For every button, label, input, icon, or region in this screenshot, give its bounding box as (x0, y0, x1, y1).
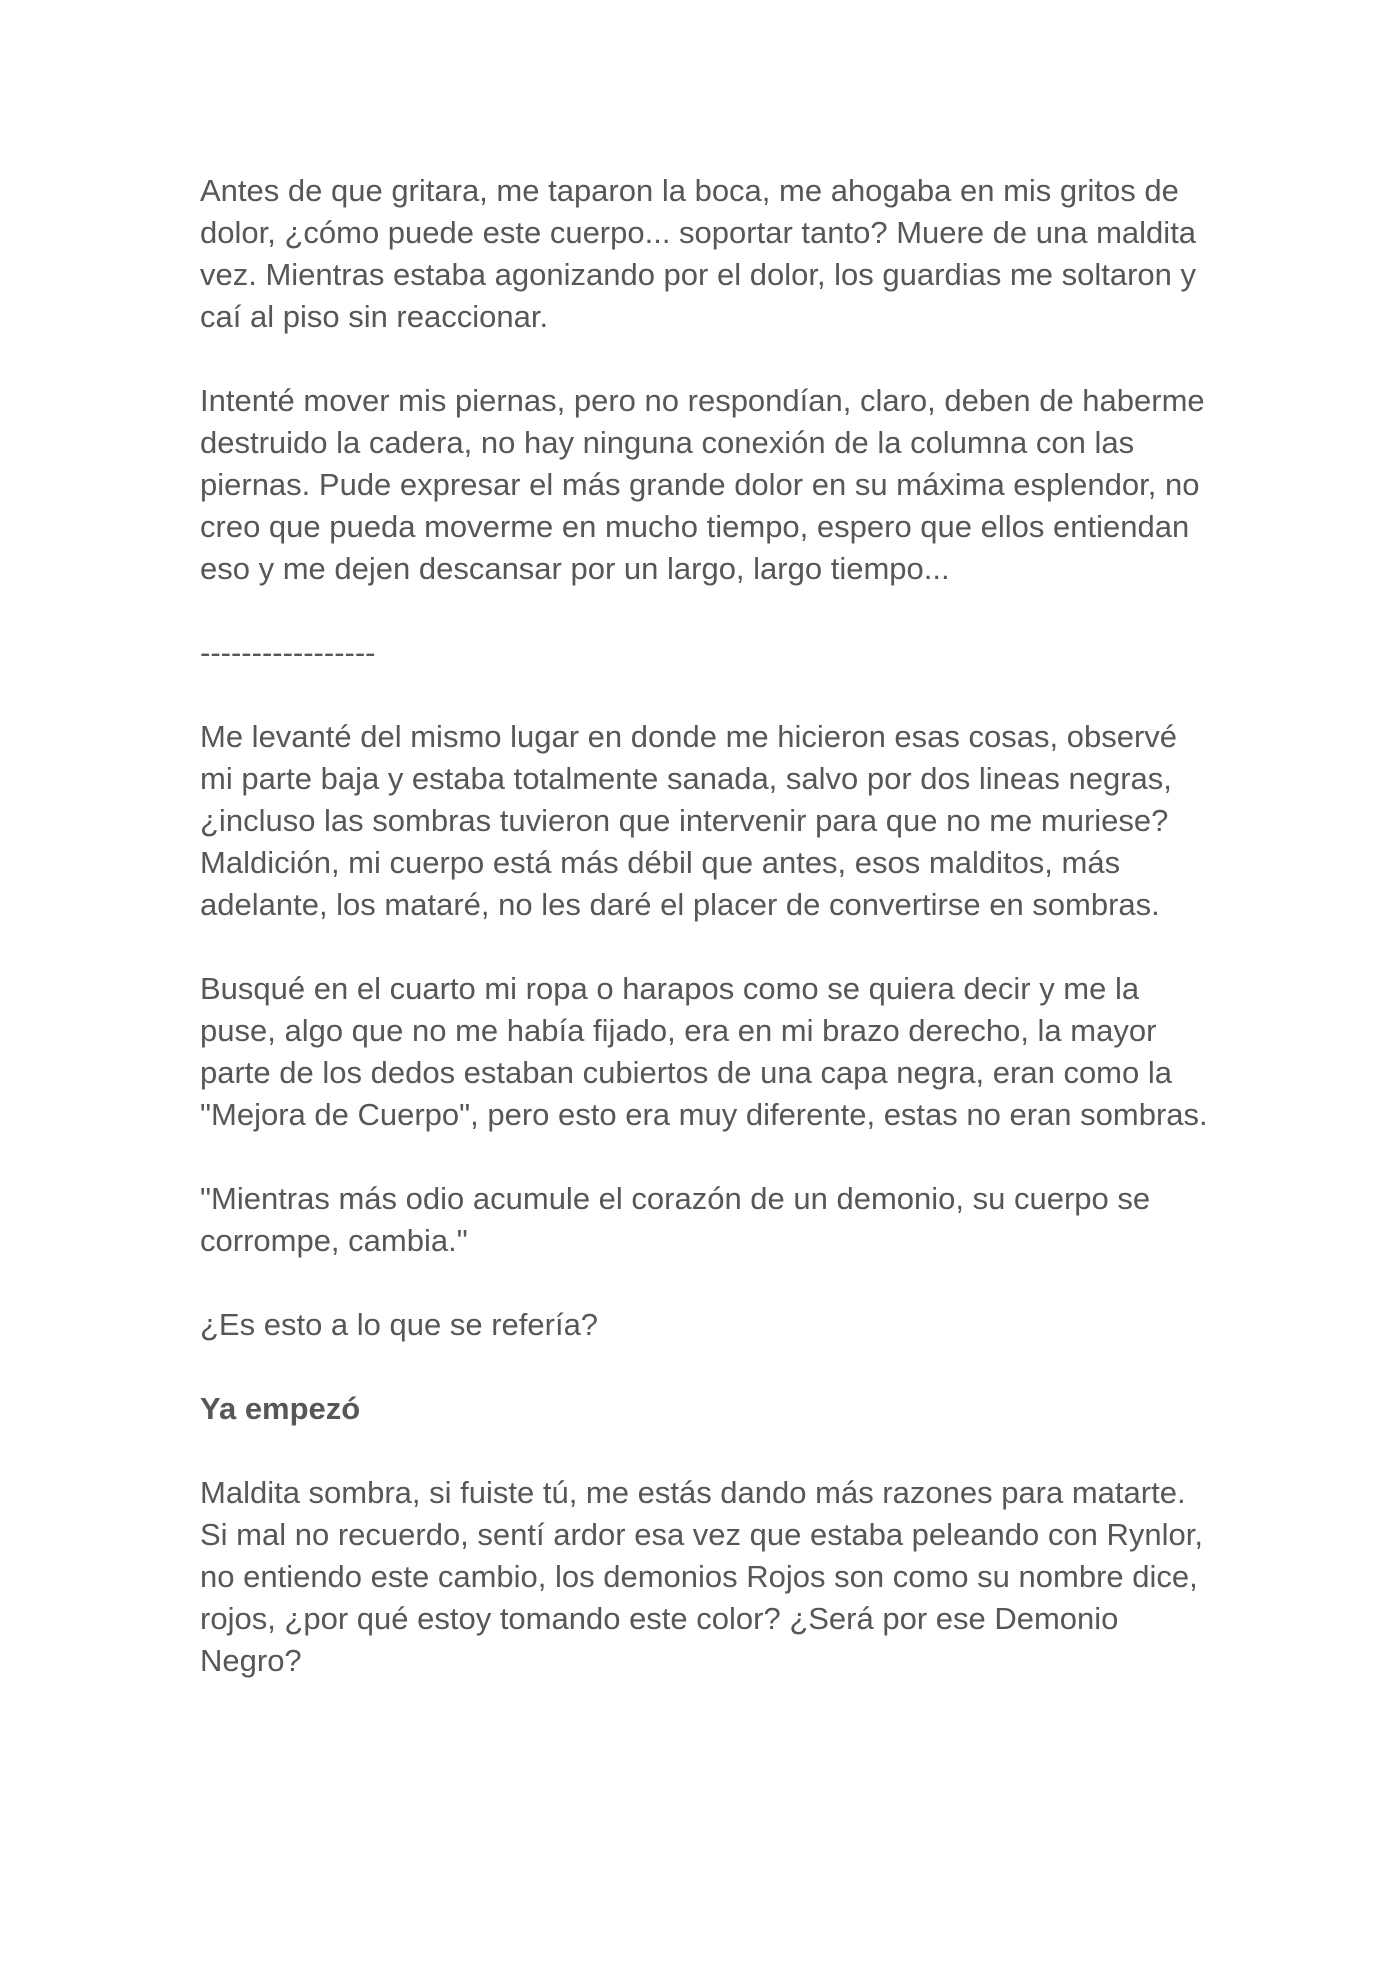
section-divider: ----------------- (200, 635, 376, 670)
bold-interjection: Ya empezó (200, 1391, 361, 1426)
paragraph-5: Maldita sombra, si fuiste tú, me estás dando más razones para matarte. Si mal no recuerdo, sentí ardor esa vez que estaba peleando con Rynlor, no entiendo este cambio, los demonios Rojos son como su nombre dice, rojos, ¿por qué estoy tomando este color? ¿Será por ese Demonio Negro? (200, 1475, 1203, 1678)
paragraph-2: Intenté mover mis piernas, pero no respondían, claro, deben de haberme destruido la cadera, no hay ninguna conexión de la columna con las piernas. Pude expresar el más grande dolor en su máxima esplendor, no creo que pueda moverme en mucho tiempo, espero que ellos entiendan eso y me dejen descansar por un largo, largo tiempo... (200, 383, 1205, 586)
paragraph-4: Busqué en el cuarto mi ropa o harapos como se quiera decir y me la puse, algo que no me había fijado, era en mi brazo derecho, la mayor parte de los dedos estaban cubiertos de una capa negra, eran como la "Mejora de Cuerpo", pero esto era muy diferente, estas no eran sombras. (200, 971, 1208, 1132)
document-body (200, 170, 1210, 1682)
paragraph-3: Me levanté del mismo lugar en donde me hicieron esas cosas, observé mi parte baja y estaba totalmente sanada, salvo por dos lineas negras, ¿incluso las sombras tuvieron que intervenir para que no me muriese? Maldición, mi cuerpo está más débil que antes, esos malditos, más adelante, los mataré, no les daré el placer de convertirse en sombras. (200, 719, 1178, 922)
paragraph-1: Antes de que gritara, me taparon la boca, me ahogaba en mis gritos de dolor, ¿cómo puede este cuerpo... soportar tanto? Muere de una maldita vez. Mientras estaba agonizando por el dolor, los guardias me soltaron y caí al piso sin reaccionar. (200, 173, 1197, 334)
quote-paragraph: "Mientras más odio acumule el corazón de un demonio, su cuerpo se corrompe, cambia." (200, 1181, 1151, 1258)
question-paragraph: ¿Es esto a lo que se refería? (200, 1307, 599, 1342)
